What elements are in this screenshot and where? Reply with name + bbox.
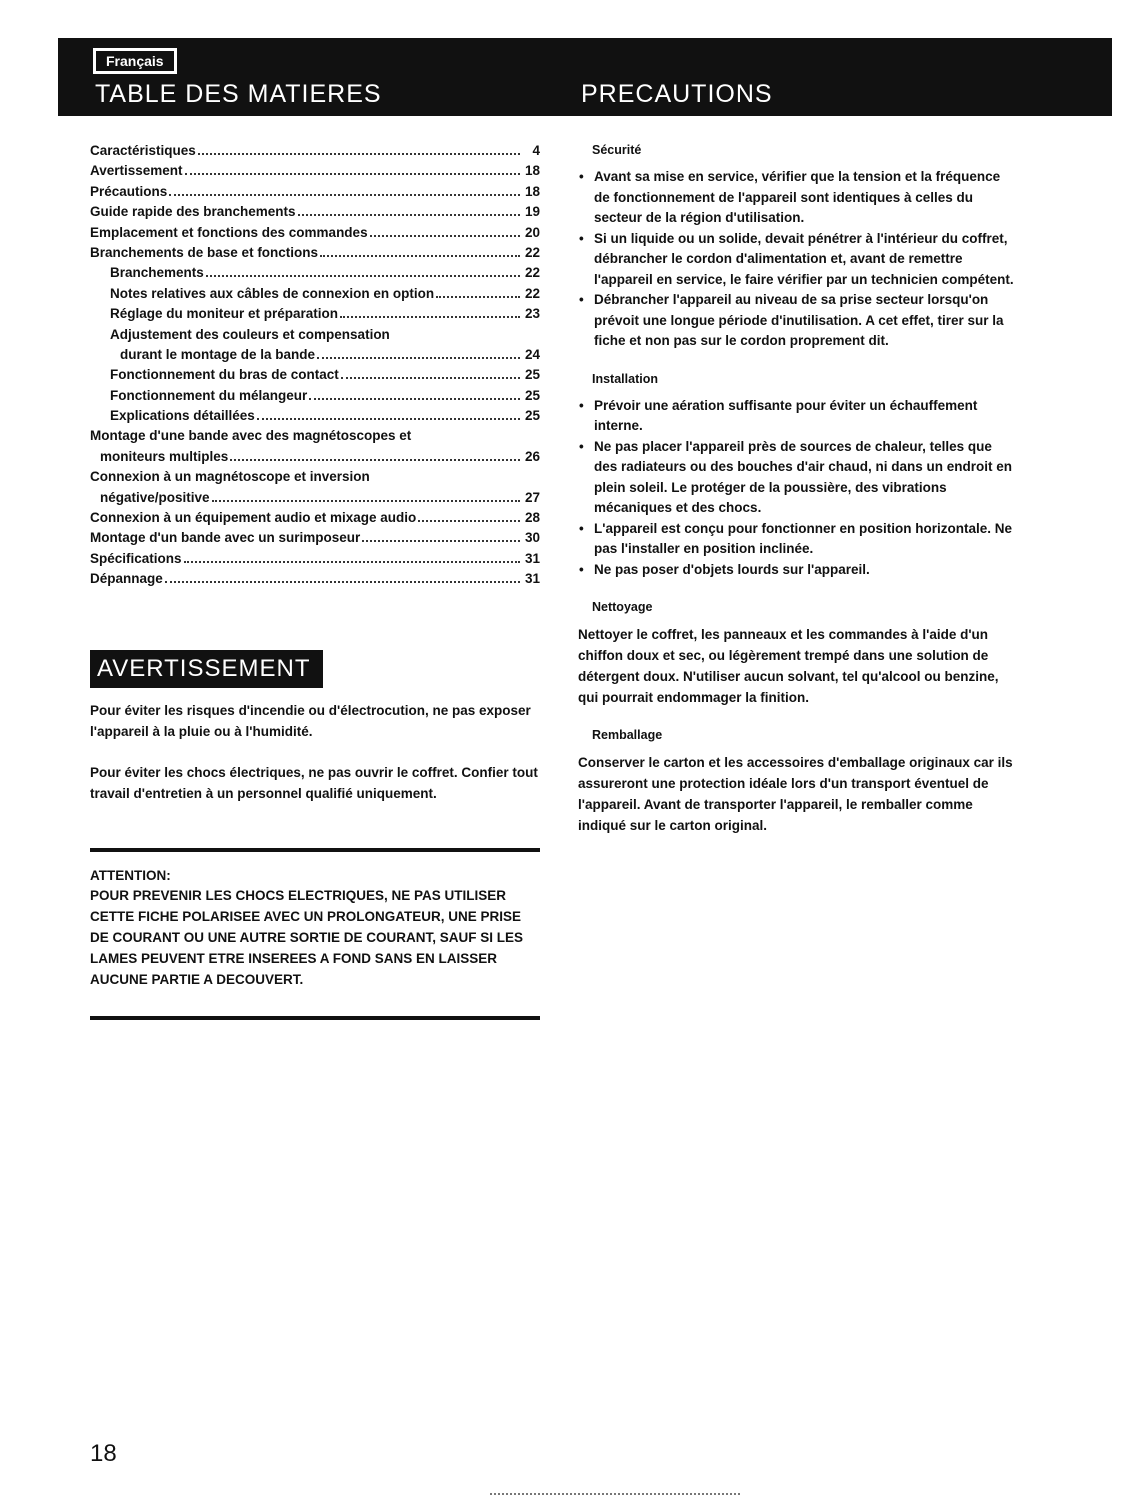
installation-list — [578, 396, 1018, 581]
list-item: • Débrancher l'appareil au niveau de sa prise secteur lorsqu'on prévoit une longue période d'inutilisation. A cet effet, tirer sur la fiche et non pas sur le cordon proprement dit. — [578, 290, 1018, 352]
toc-entry — [90, 490, 540, 510]
toc-entry-page: 27 — [524, 489, 540, 505]
toc-entry-page: 25 — [524, 408, 540, 424]
toc-entry — [90, 571, 540, 591]
toc-entry-label: Montage d'une bande avec des magnétoscopes et — [90, 428, 412, 444]
toc-entry — [90, 225, 540, 245]
toc-entry-label: Branchements de base et fonctions — [90, 244, 319, 260]
toc-list — [90, 143, 540, 592]
toc-leader-dots — [341, 377, 520, 379]
toc-entry-label: Caractéristiques — [90, 143, 196, 158]
toc-entry-label: Emplacement et fonctions des commandes — [90, 224, 368, 240]
toc-entry-label: Guide rapide des branchements — [90, 204, 296, 220]
toc-entry-label: Explications détaillées — [110, 408, 255, 424]
toc-entry-page: 24 — [524, 346, 540, 362]
toc-entry — [90, 286, 540, 306]
list-item: • Si un liquide ou un solide, devait pénétrer à l'intérieur du coffret, débrancher le cordon d'alimentation et, avant de remettre l'appareil en service, le faire vérifier par un technicien compétent. — [578, 229, 1018, 291]
toc-leader-dots — [206, 275, 520, 277]
page-number: 18 — [90, 1440, 117, 1467]
list-item: • Prévoir une aération suffisante pour éviter un échauffement interne. — [578, 396, 1018, 437]
toc-entry-page: 25 — [524, 367, 540, 383]
toc-entry-label: Fonctionnement du bras de contact — [110, 367, 339, 383]
toc-entry-page: 22 — [524, 244, 540, 260]
toc-entry-page: 19 — [524, 204, 540, 220]
toc-leader-dots — [298, 214, 520, 216]
toc-entry — [90, 143, 540, 163]
warning-title: AVERTISSEMENT — [90, 650, 323, 688]
toc-leader-dots — [212, 500, 520, 502]
toc-entry — [90, 367, 540, 387]
toc-leader-dots — [185, 173, 520, 175]
toc-leader-dots — [230, 459, 520, 461]
toc-entry — [90, 428, 540, 448]
toc-leader-dots — [257, 418, 520, 420]
attention-text: POUR PREVENIR LES CHOCS ELECTRIQUES, NE PAS UTILISER CETTE FICHE POLARISEE AVEC UN PROLONGATEUR, UNE PRISE DE COURANT OU UNE AUTRE SORTIE DE COURANT, SAUF SI LES LAMES PEUVENT ETRE INSEREES A FOND SANS EN LAISSER AUCUNE PARTIE A DECOUVERT. — [90, 888, 524, 987]
toc-entry — [90, 551, 540, 571]
nettoyage-text: Nettoyer le coffret, les panneaux et les commandes à l'aide d'un chiffon doux et sec, ou légèrement trempé dans une solution de détergent doux. N'utiliser aucun solvant, tel qu'alcool ou benzine, qui pourrait endommager la finition. — [578, 627, 999, 705]
toc-entry — [90, 306, 540, 326]
toc-entry-label: Adjustement des couleurs et compensation — [110, 326, 390, 342]
toc-entry-page: 22 — [524, 265, 540, 281]
toc-title: TABLE DES MATIERES — [95, 80, 382, 108]
list-item: • Ne pas placer l'appareil près de sources de chaleur, telles que des radiateurs ou des bouches d'air chaud, ni dans un endroit en plein soleil. Le protéger de la poussière, des vibrations mécaniques et des chocs. — [578, 437, 1018, 519]
toc-entry-page: 18 — [524, 183, 540, 199]
toc-entry-label: Notes relatives aux câbles de connexion en option — [110, 285, 435, 301]
toc-entry — [90, 408, 540, 428]
toc-leader-dots — [184, 561, 520, 563]
remballage-heading: Remballage — [592, 728, 663, 742]
toc-leader-dots — [370, 235, 520, 237]
toc-entry-label: Avertissement — [90, 163, 183, 179]
toc-entry-page: 30 — [524, 530, 540, 546]
attention-top-rule — [90, 848, 540, 852]
toc-entry-page: 22 — [524, 285, 540, 301]
toc-entry-label: Précautions — [90, 183, 168, 199]
toc-leader-dots — [309, 398, 520, 400]
language-badge — [93, 48, 177, 74]
precautions-column — [578, 143, 1018, 836]
toc-entry — [90, 184, 540, 204]
toc-entry-page: 4 — [532, 143, 540, 158]
toc-entry-label: Dépannage — [90, 571, 163, 587]
toc-entry-label: Spécifications — [90, 550, 182, 566]
toc-leader-dots — [317, 357, 520, 359]
warning-paragraph-fire: Pour éviter les risques d'incendie ou d'électrocution, ne pas exposer l'appareil à la pluie ou à l'humidité. — [90, 703, 531, 739]
toc-entry-page: 18 — [524, 163, 540, 179]
securite-heading: Sécurité — [592, 143, 642, 157]
toc-leader-dots — [198, 153, 520, 155]
toc-entry — [90, 449, 540, 469]
toc-leader-dots — [418, 520, 520, 522]
toc-entry-label: Branchements — [110, 265, 204, 281]
language-label: Français — [96, 51, 174, 71]
precautions-title: PRECAUTIONS — [581, 80, 773, 108]
securite-list — [578, 167, 1018, 352]
table-of-contents — [90, 143, 540, 592]
toc-entry-label: Fonctionnement du mélangeur — [110, 387, 308, 403]
toc-entry — [90, 245, 540, 265]
toc-entry — [90, 204, 540, 224]
toc-entry — [90, 327, 540, 347]
toc-entry-label: Réglage du moniteur et préparation — [110, 306, 339, 322]
attention-bottom-rule — [90, 1016, 540, 1020]
footer-dotted-mark — [490, 1493, 740, 1497]
toc-entry-label: Connexion à un magnétoscope et inversion — [90, 469, 370, 485]
toc-entry-page: 28 — [524, 510, 540, 526]
toc-entry-page: 26 — [524, 448, 540, 464]
toc-entry-page: 25 — [524, 387, 540, 403]
toc-entry-page: 23 — [524, 306, 540, 322]
toc-entry — [90, 347, 540, 367]
list-item: • Avant sa mise en service, vérifier que la tension et la fréquence de fonctionnement de l'appareil sont identiques à celles du secteur de la région d'utilisation. — [578, 167, 1018, 229]
toc-leader-dots — [320, 255, 520, 257]
toc-leader-dots — [165, 581, 520, 583]
toc-entry — [90, 163, 540, 183]
toc-entry-label: durant le montage de la bande — [120, 346, 316, 362]
toc-entry — [90, 388, 540, 408]
toc-leader-dots — [340, 316, 520, 318]
list-item: • L'appareil est conçu pour fonctionner en position horizontale. Ne pas l'installer en position inclinée. — [578, 519, 1018, 560]
installation-heading: Installation — [592, 371, 658, 386]
toc-entry-label: négative/positive — [100, 489, 210, 505]
toc-entry-page: 20 — [524, 224, 540, 240]
toc-leader-dots — [169, 194, 520, 196]
warning-paragraph-shock: Pour éviter les chocs électriques, ne pas ouvrir le coffret. Confier tout travail d'entretien à un personnel qualifié uniquement. — [90, 765, 538, 801]
toc-entry — [90, 510, 540, 530]
toc-entry-page: 31 — [524, 550, 540, 566]
toc-entry-page: 31 — [524, 571, 540, 587]
toc-entry — [90, 265, 540, 285]
toc-leader-dots — [362, 540, 520, 542]
list-item: • Ne pas poser d'objets lourds sur l'appareil. — [578, 560, 1018, 581]
remballage-text: Conserver le carton et les accessoires d'emballage originaux car ils assureront une protection idéale lors d'un transport éventuel de l'appareil. Avant de transporter l'appareil, le remballer comme indiqué sur le carton original. — [578, 755, 1013, 833]
nettoyage-heading: Nettoyage — [592, 600, 653, 614]
toc-entry-label: Montage d'un bande avec un surimposeur — [90, 530, 361, 546]
attention-title: ATTENTION: — [90, 868, 171, 883]
toc-leader-dots — [436, 296, 520, 298]
toc-entry — [90, 469, 540, 489]
toc-entry-label: moniteurs multiples — [100, 448, 229, 464]
toc-entry-label: Connexion à un équipement audio et mixage audio — [90, 510, 417, 526]
toc-entry — [90, 530, 540, 550]
